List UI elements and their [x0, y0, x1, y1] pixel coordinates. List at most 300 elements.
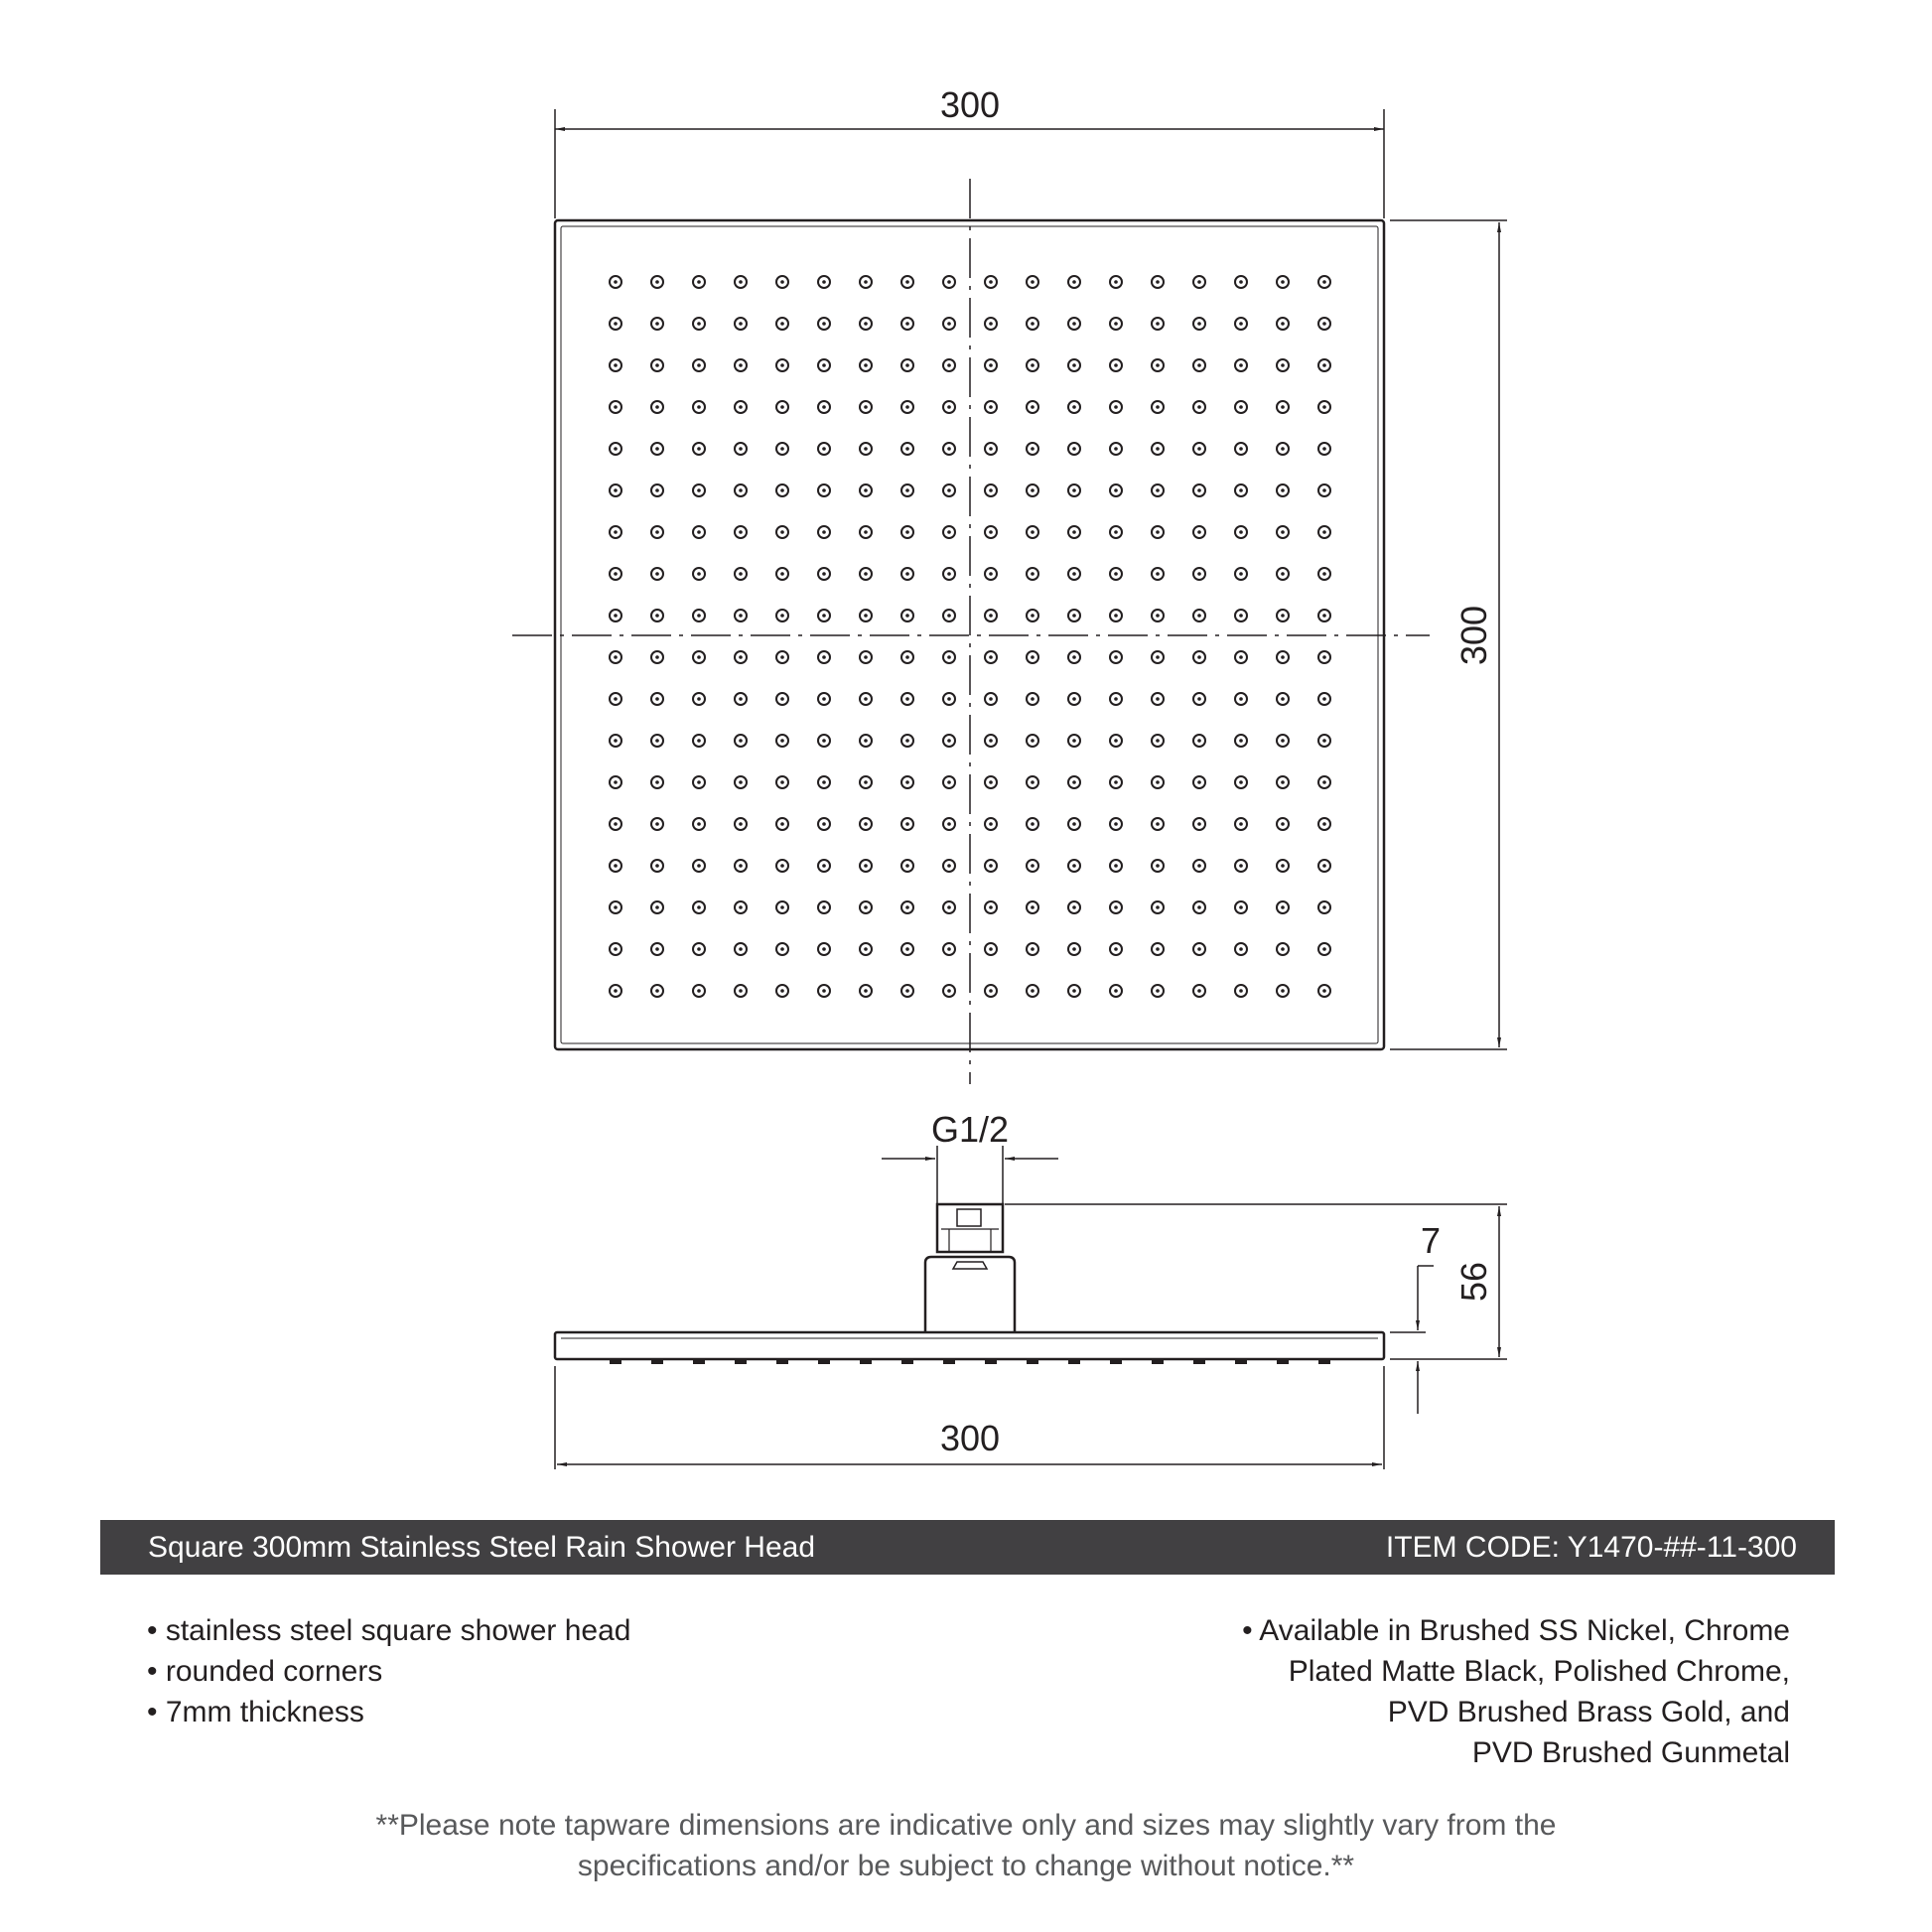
nozzle-center — [780, 655, 784, 659]
nozzle-center — [864, 488, 868, 492]
side-nozzle — [943, 1359, 955, 1364]
nozzle-center — [1156, 322, 1160, 326]
nozzle-center — [1239, 322, 1243, 326]
nozzle-center — [864, 614, 868, 618]
nozzle-center — [905, 530, 909, 534]
nozzle-center — [1114, 572, 1118, 576]
nozzle-center — [947, 989, 951, 993]
nozzle-center — [1072, 405, 1076, 409]
nozzle-center — [1072, 530, 1076, 534]
nozzle-center — [1114, 614, 1118, 618]
nozzle-center — [739, 655, 743, 659]
nozzle-center — [1031, 572, 1035, 576]
nozzle-center — [1156, 447, 1160, 451]
nozzle-center — [905, 780, 909, 784]
nozzle-center — [947, 697, 951, 701]
nozzle-center — [1197, 447, 1201, 451]
nozzle-center — [1114, 864, 1118, 868]
nozzle-center — [1322, 572, 1326, 576]
nozzle-center — [697, 614, 701, 618]
nozzle-center — [947, 864, 951, 868]
nozzle-center — [822, 280, 826, 284]
nozzle-center — [739, 739, 743, 743]
nozzle-center — [1239, 780, 1243, 784]
nozzle-center — [864, 905, 868, 909]
nozzle-center — [655, 488, 659, 492]
nozzle-center — [655, 405, 659, 409]
nozzle-center — [905, 947, 909, 951]
nozzle-center — [1072, 655, 1076, 659]
nozzle-center — [905, 614, 909, 618]
nozzle-center — [1156, 363, 1160, 367]
disclaimer-line: specifications and/or be subject to change without notice.** — [577, 1850, 1355, 1882]
nozzle-center — [822, 989, 826, 993]
product-banner — [100, 1520, 1835, 1575]
side-nozzle — [1193, 1359, 1205, 1364]
nozzle-center — [1114, 822, 1118, 826]
nozzle-center — [780, 697, 784, 701]
nozzle-center — [780, 572, 784, 576]
nozzle-center — [1156, 488, 1160, 492]
nozzle-center — [1281, 488, 1285, 492]
nozzle-center — [780, 280, 784, 284]
nozzle-center — [1322, 947, 1326, 951]
nozzle-center — [739, 363, 743, 367]
nozzle-center — [1197, 572, 1201, 576]
nozzle-center — [1114, 280, 1118, 284]
nozzle-center — [1031, 322, 1035, 326]
feature-item: • 7mm thickness — [147, 1696, 364, 1728]
nozzle-center — [822, 363, 826, 367]
nozzle-center — [1156, 864, 1160, 868]
side-nozzle — [610, 1359, 621, 1364]
nozzle-center — [1239, 947, 1243, 951]
nozzle-center — [864, 780, 868, 784]
nozzle-center — [697, 363, 701, 367]
nozzle-center — [947, 488, 951, 492]
nozzle-center — [989, 739, 993, 743]
nozzle-center — [739, 822, 743, 826]
nozzle-center — [697, 572, 701, 576]
nozzle-center — [1197, 697, 1201, 701]
side-nozzle — [1277, 1359, 1289, 1364]
nozzle-center — [1322, 989, 1326, 993]
nozzle-center — [1031, 363, 1035, 367]
nozzle-center — [655, 280, 659, 284]
nozzle-center — [1156, 572, 1160, 576]
nozzle-center — [1281, 864, 1285, 868]
nozzle-center — [822, 864, 826, 868]
nozzle-center — [1031, 947, 1035, 951]
nozzle-center — [1072, 989, 1076, 993]
side-nozzle — [901, 1359, 913, 1364]
nozzle-center — [739, 405, 743, 409]
nozzle-center — [1031, 989, 1035, 993]
nozzle-center — [864, 697, 868, 701]
nozzle-center — [1281, 572, 1285, 576]
nozzle-center — [822, 822, 826, 826]
nozzle-center — [1281, 905, 1285, 909]
nozzle-center — [1197, 989, 1201, 993]
nozzle-center — [989, 864, 993, 868]
nozzle-center — [655, 614, 659, 618]
nozzle-center — [864, 405, 868, 409]
nozzle-center — [1281, 363, 1285, 367]
nozzle-center — [655, 697, 659, 701]
nozzle-center — [614, 780, 618, 784]
nozzle-center — [780, 989, 784, 993]
side-nozzle — [1152, 1359, 1164, 1364]
side-nozzle — [860, 1359, 872, 1364]
nozzle-center — [989, 780, 993, 784]
nozzle-center — [1281, 655, 1285, 659]
nozzle-center — [864, 280, 868, 284]
nozzle-center — [989, 655, 993, 659]
nozzle-center — [1072, 697, 1076, 701]
nozzle-center — [1239, 280, 1243, 284]
nozzle-center — [947, 614, 951, 618]
nozzle-center — [905, 280, 909, 284]
thickness-label: 7 — [1420, 1220, 1442, 1261]
side-nozzle — [693, 1359, 705, 1364]
nozzle-center — [1281, 697, 1285, 701]
nozzle-center — [1156, 989, 1160, 993]
finish-availability — [1242, 1610, 1790, 1773]
nozzle-center — [864, 864, 868, 868]
nozzle-center — [655, 655, 659, 659]
nozzle-center — [1322, 280, 1326, 284]
nozzle-center — [614, 822, 618, 826]
nozzle-center — [1239, 905, 1243, 909]
nozzle-center — [1156, 697, 1160, 701]
nozzle-center — [1322, 447, 1326, 451]
nozzle-center — [822, 322, 826, 326]
nozzle-center — [614, 614, 618, 618]
nozzle-center — [1156, 280, 1160, 284]
nozzle-center — [1156, 780, 1160, 784]
nozzle-center — [1322, 905, 1326, 909]
product-title: Square 300mm Stainless Steel Rain Shower Head — [148, 1530, 816, 1564]
nozzle-center — [822, 905, 826, 909]
nozzle-center — [1114, 488, 1118, 492]
nozzle-center — [989, 447, 993, 451]
nozzle-center — [822, 655, 826, 659]
nozzle-center — [1031, 614, 1035, 618]
nozzle-center — [655, 864, 659, 868]
nozzle-center — [697, 739, 701, 743]
nozzle-center — [1239, 614, 1243, 618]
nozzle-center — [905, 363, 909, 367]
nozzle-center — [1322, 322, 1326, 326]
nozzle-center — [739, 864, 743, 868]
nozzle-center — [1281, 530, 1285, 534]
side-nozzle — [776, 1359, 788, 1364]
nozzle-center — [655, 780, 659, 784]
nozzle-center — [1072, 363, 1076, 367]
nozzle-center — [822, 947, 826, 951]
nozzle-center — [655, 905, 659, 909]
nozzle-center — [989, 947, 993, 951]
nozzle-center — [864, 447, 868, 451]
nozzle-center — [614, 488, 618, 492]
nozzle-center — [947, 447, 951, 451]
nozzle-center — [1031, 280, 1035, 284]
nozzle-center — [1322, 697, 1326, 701]
nozzle-center — [1156, 655, 1160, 659]
nozzle-center — [864, 989, 868, 993]
nozzle-center — [1239, 530, 1243, 534]
finish-line: PVD Brushed Gunmetal — [1471, 1736, 1790, 1769]
nozzle-center — [739, 697, 743, 701]
nozzle-center — [1197, 530, 1201, 534]
disclaimer-line: **Please note tapware dimensions are indicative only and sizes may slightly vary from the — [375, 1809, 1557, 1842]
nozzle-center — [614, 905, 618, 909]
nozzle-center — [1072, 905, 1076, 909]
side-nozzle — [818, 1359, 830, 1364]
nozzle-center — [655, 989, 659, 993]
nozzle-center — [1197, 780, 1201, 784]
nozzle-center — [1281, 947, 1285, 951]
connection-nut-detail — [957, 1209, 981, 1226]
nozzle-center — [1197, 488, 1201, 492]
nozzle-center — [614, 322, 618, 326]
nozzle-center — [905, 447, 909, 451]
nozzle-center — [1322, 864, 1326, 868]
nozzle-center — [1239, 655, 1243, 659]
connector-body-joint — [953, 1262, 987, 1269]
nozzle-center — [822, 780, 826, 784]
nozzle-center — [1239, 447, 1243, 451]
nozzle-center — [989, 905, 993, 909]
top-view — [512, 109, 1507, 1084]
nozzle-center — [655, 363, 659, 367]
nozzle-center — [1281, 614, 1285, 618]
nozzle-center — [697, 280, 701, 284]
nozzle-center — [655, 739, 659, 743]
nozzle-center — [697, 989, 701, 993]
nozzle-center — [739, 905, 743, 909]
nozzle-center — [822, 405, 826, 409]
nozzle-center — [1281, 989, 1285, 993]
connection-label: G1/2 — [930, 1109, 1010, 1150]
nozzle-center — [697, 655, 701, 659]
nozzle-center — [1114, 363, 1118, 367]
nozzle-center — [1072, 488, 1076, 492]
nozzle-center — [1031, 447, 1035, 451]
nozzle-center — [989, 530, 993, 534]
nozzle-center — [1322, 822, 1326, 826]
nozzle-center — [1114, 530, 1118, 534]
nozzle-center — [1239, 363, 1243, 367]
nozzle-center — [1322, 739, 1326, 743]
nozzle-center — [614, 655, 618, 659]
nozzle-center — [989, 697, 993, 701]
nozzle-center — [1031, 697, 1035, 701]
side-view — [555, 1146, 1507, 1469]
nozzle-center — [1114, 739, 1118, 743]
nozzle-center — [780, 530, 784, 534]
nozzle-center — [655, 530, 659, 534]
nozzle-center — [614, 280, 618, 284]
side-nozzle — [1235, 1359, 1247, 1364]
nozzle-center — [1072, 947, 1076, 951]
feature-item: • stainless steel square shower head — [147, 1614, 631, 1647]
nozzle-center — [780, 363, 784, 367]
nozzle-center — [1239, 989, 1243, 993]
feature-list — [147, 1610, 630, 1732]
nozzle-center — [822, 530, 826, 534]
nozzle-center — [1239, 822, 1243, 826]
nozzle-center — [1239, 697, 1243, 701]
nozzle-center — [697, 697, 701, 701]
nozzle-center — [780, 405, 784, 409]
nozzle-center — [864, 572, 868, 576]
nozzle-center — [614, 530, 618, 534]
nozzle-center — [739, 572, 743, 576]
nozzle-center — [822, 447, 826, 451]
nozzle-center — [1281, 739, 1285, 743]
nozzle-center — [1197, 405, 1201, 409]
nozzle-center — [1114, 655, 1118, 659]
side-nozzle — [735, 1359, 747, 1364]
nozzle-center — [822, 572, 826, 576]
nozzle-center — [822, 614, 826, 618]
finish-line: • Available in Brushed SS Nickel, Chrome — [1242, 1614, 1790, 1647]
nozzle-center — [614, 947, 618, 951]
connection-nut — [937, 1204, 1003, 1252]
nozzle-center — [1156, 405, 1160, 409]
nozzle-center — [947, 322, 951, 326]
nozzle-center — [905, 488, 909, 492]
nozzle-center — [1072, 280, 1076, 284]
nozzle-center — [1322, 530, 1326, 534]
nozzle-center — [697, 864, 701, 868]
nozzle-center — [1156, 739, 1160, 743]
nozzle-center — [780, 614, 784, 618]
nozzle-center — [947, 780, 951, 784]
nozzle-center — [1239, 739, 1243, 743]
nozzle-center — [697, 447, 701, 451]
nozzle-center — [1072, 780, 1076, 784]
nozzle-center — [1114, 989, 1118, 993]
nozzle-center — [1322, 363, 1326, 367]
nozzle-center — [1156, 947, 1160, 951]
nozzle-center — [1322, 655, 1326, 659]
nozzle-center — [1031, 405, 1035, 409]
nozzle-center — [1322, 614, 1326, 618]
nozzle-center — [905, 572, 909, 576]
nozzle-center — [1031, 655, 1035, 659]
disclaimer-note — [0, 1805, 1932, 1886]
nozzle-center — [614, 363, 618, 367]
nozzle-center — [905, 697, 909, 701]
nozzle-center — [1281, 780, 1285, 784]
nozzle-center — [1239, 572, 1243, 576]
nozzle-center — [739, 989, 743, 993]
nozzle-center — [947, 405, 951, 409]
nozzle-center — [1031, 488, 1035, 492]
nozzle-center — [1072, 572, 1076, 576]
nozzle-center — [905, 822, 909, 826]
finish-line: Plated Matte Black, Polished Chrome, — [1288, 1655, 1790, 1688]
nozzle-center — [1072, 447, 1076, 451]
nozzle-center — [822, 697, 826, 701]
nozzle-center — [989, 822, 993, 826]
nozzle-center — [1281, 405, 1285, 409]
nozzle-center — [739, 614, 743, 618]
nozzle-center — [1281, 322, 1285, 326]
nozzle-center — [1156, 614, 1160, 618]
nozzle-center — [822, 739, 826, 743]
nozzle-center — [947, 739, 951, 743]
top-height-label: 300 — [1453, 605, 1494, 666]
nozzle-center — [864, 363, 868, 367]
nozzle-center — [1031, 905, 1035, 909]
nozzle-center — [989, 614, 993, 618]
finish-line: PVD Brushed Brass Gold, and — [1387, 1696, 1790, 1728]
nozzle-center — [780, 905, 784, 909]
nozzle-center — [905, 739, 909, 743]
nozzle-center — [1197, 864, 1201, 868]
nozzle-center — [989, 280, 993, 284]
nozzle-center — [1197, 905, 1201, 909]
nozzle-center — [947, 280, 951, 284]
nozzle-center — [1197, 322, 1201, 326]
nozzle-center — [1072, 822, 1076, 826]
nozzle-center — [1114, 947, 1118, 951]
nozzle-center — [1114, 780, 1118, 784]
nozzle-center — [947, 655, 951, 659]
nozzle-center — [947, 363, 951, 367]
nozzle-center — [1114, 905, 1118, 909]
nozzle-center — [947, 905, 951, 909]
feature-item: • rounded corners — [147, 1655, 383, 1688]
nozzle-center — [739, 447, 743, 451]
nozzle-center — [780, 864, 784, 868]
nozzle-center — [864, 530, 868, 534]
side-nozzle — [985, 1359, 997, 1364]
nozzle-center — [780, 322, 784, 326]
nozzle-center — [1072, 739, 1076, 743]
nozzle-center — [989, 322, 993, 326]
nozzle-center — [1197, 822, 1201, 826]
nozzle-center — [1197, 363, 1201, 367]
nozzle-center — [1031, 822, 1035, 826]
nozzle-center — [905, 905, 909, 909]
nozzle-center — [780, 488, 784, 492]
nozzle-center — [864, 655, 868, 659]
nozzle-center — [1322, 405, 1326, 409]
nozzle-center — [989, 572, 993, 576]
nozzle-center — [1114, 322, 1118, 326]
nozzle-center — [655, 447, 659, 451]
nozzle-center — [780, 739, 784, 743]
nozzle-center — [655, 822, 659, 826]
nozzle-center — [822, 488, 826, 492]
nozzle-center — [1114, 447, 1118, 451]
nozzle-center — [864, 322, 868, 326]
nozzle-center — [697, 822, 701, 826]
nozzle-center — [1197, 655, 1201, 659]
nozzle-center — [697, 780, 701, 784]
nozzle-center — [905, 864, 909, 868]
nozzle-center — [739, 280, 743, 284]
nozzle-center — [614, 739, 618, 743]
nozzle-center — [1031, 530, 1035, 534]
nozzle-center — [614, 989, 618, 993]
side-nozzle — [651, 1359, 663, 1364]
nozzle-center — [739, 322, 743, 326]
